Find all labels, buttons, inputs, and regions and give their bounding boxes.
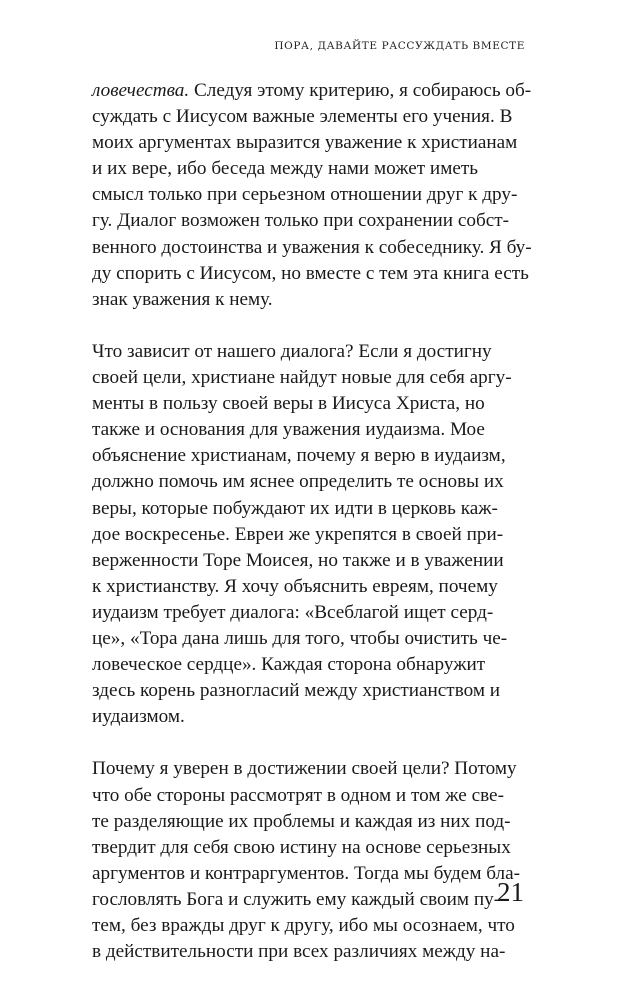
text-line: гословлять Бога и служить ему каждый своим пу- — [92, 888, 501, 910]
text-line: здесь корень разногласий между христианством и — [92, 680, 501, 702]
text-line: гу. Диалог возможен только при сохранении собст- — [92, 210, 510, 232]
text-line: веры, которые побуждают их идти в церковь каж- — [92, 497, 498, 519]
text-line: твердит для себя свою истину на основе серьезных — [92, 836, 511, 858]
text-line: что обе стороны рассмотрят в одном и том же све- — [92, 784, 504, 806]
paragraph-gap — [92, 313, 532, 339]
paragraph-1 — [92, 78, 532, 313]
text-line: знак уважения к нему. — [92, 288, 273, 310]
paragraph-3 — [92, 756, 532, 965]
text-line: аргументов и контраргументов. Тогда мы будем бла- — [92, 862, 521, 884]
text-line: иудаизмом. — [92, 706, 185, 728]
text-line: менты в пользу своей веры в Иисуса Христа, но — [92, 393, 485, 415]
text-line: те разделяющие их проблемы и каждая из них под- — [92, 810, 511, 832]
text-line: тем, без вражды друг к другу, ибо мы осознаем, что — [92, 915, 515, 936]
page-number: 21 — [497, 877, 524, 907]
text-line: в действительности при всех различиях между на- — [92, 941, 506, 963]
text-line: верженности Торе Моисея, но также и в уважении — [92, 549, 504, 571]
italic-word: ловечества. — [92, 80, 190, 101]
paragraph-2 — [92, 339, 532, 730]
text-line: и их вере, ибо беседа между нами может иметь — [92, 158, 478, 180]
running-head: ПОРА, ДАВАЙТЕ РАССУЖДАТЬ ВМЕСТЕ — [274, 40, 525, 52]
text-line: ду спорить с Иисусом, но вместе с тем эта книга есть — [92, 262, 529, 284]
text-line: к христианству. Я хочу объяснить евреям, почему — [92, 575, 498, 597]
text-line: суждать с Иисусом важные элементы его учения. В — [92, 106, 513, 128]
text-line: иудаизм требует диалога: «Всеблагой ищет серд- — [92, 601, 494, 623]
text-line: Что зависит от нашего диалога? Если я достигну — [92, 340, 492, 362]
text-line: своей цели, христиане найдут новые для себя аргу- — [92, 367, 512, 389]
text-line — [92, 78, 532, 104]
text-line: также и основания для уважения иудаизма. Мое — [92, 419, 485, 441]
text-line: объяснение христианам, почему я верю в иудаизм, — [92, 445, 506, 467]
text-line: моих аргументах выразится уважение к христианам — [92, 132, 518, 154]
text-line: це», «Тора дана лишь для того, чтобы очистить че- — [92, 627, 508, 649]
text-line: должно помочь им яснее определить те основы их — [92, 471, 504, 493]
text-line: Почему я уверен в достижении своей цели? Потому — [92, 758, 517, 780]
text-line: ловеческое сердце». Каждая сторона обнаружит — [92, 654, 486, 676]
body-text — [92, 78, 532, 965]
text-line: венного достоинства и уважения к собеседнику. Я бу- — [92, 236, 532, 258]
text-line: дое воскресенье. Евреи же укрепятся в своей при- — [92, 523, 504, 545]
paragraph-gap — [92, 730, 532, 756]
text-line: смысл только при серьезном отношении друг к дру- — [92, 184, 518, 206]
text-span: Следуя этому критерию, я собираюсь об- — [189, 80, 532, 101]
